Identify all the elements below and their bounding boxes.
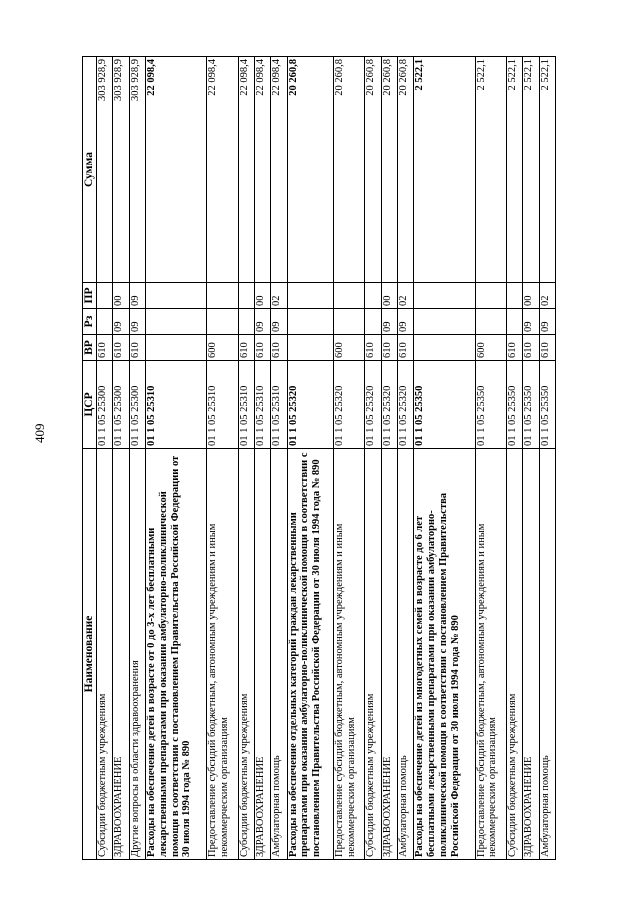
cell-name: Предоставление субсидий бюджетным, автономным учреждениям и иным некоммерческим организациям (207, 449, 238, 860)
cell-vr: 610 (397, 335, 413, 361)
cell-vr: 610 (96, 335, 112, 361)
cell-vr: 610 (523, 335, 539, 361)
cell-vr: 610 (271, 335, 287, 361)
table-row (523, 57, 539, 860)
header-rz: Рз (83, 309, 97, 335)
cell-name: ЗДРАВООХРАНЕНИЕ (113, 449, 129, 860)
table-row (271, 57, 287, 860)
cell-pr: 02 (271, 283, 287, 309)
table-row (207, 57, 238, 860)
cell-pr (333, 283, 364, 309)
cell-rz (96, 309, 112, 335)
cell-vr: 610 (365, 335, 381, 361)
cell-csr: 01 1 05 25350 (414, 361, 475, 449)
table-row (254, 57, 270, 860)
cell-name: Расходы на обеспечение детей из многодетных семей в возрасте до 6 лет бесплатными лекарственными препаратами при оказании амбулаторно-поликлинической помощи в соответствии с постановлением Правительства Российской Федерации от 30 июля 1994 года № 890 (414, 449, 475, 860)
header-vr: ВР (83, 335, 97, 361)
cell-sum: 20 260,8 (381, 57, 397, 283)
table-row (475, 57, 506, 860)
cell-name: Субсидии бюджетным учреждениям (96, 449, 112, 860)
cell-csr: 01 1 05 25350 (539, 361, 555, 449)
cell-rz (333, 309, 364, 335)
header-sum: Сумма (83, 57, 97, 283)
cell-vr (414, 335, 475, 361)
cell-rz: 09 (397, 309, 413, 335)
table-row (238, 57, 254, 860)
cell-pr: 09 (129, 283, 145, 309)
cell-sum: 20 260,8 (397, 57, 413, 283)
table-header-row (83, 57, 97, 860)
table-row (145, 57, 206, 860)
cell-rz (287, 309, 333, 335)
cell-name: ЗДРАВООХРАНЕНИЕ (254, 449, 270, 860)
cell-name: Субсидии бюджетным учреждениям (238, 449, 254, 860)
cell-sum: 2 522,1 (414, 57, 475, 283)
cell-csr: 01 1 05 25320 (397, 361, 413, 449)
table-row (539, 57, 555, 860)
cell-vr (287, 335, 333, 361)
cell-pr (506, 283, 522, 309)
header-csr: ЦСР (83, 361, 97, 449)
cell-pr: 00 (381, 283, 397, 309)
cell-vr: 600 (207, 335, 238, 361)
cell-csr: 01 1 05 25350 (523, 361, 539, 449)
cell-vr (145, 335, 206, 361)
cell-pr (365, 283, 381, 309)
cell-rz (414, 309, 475, 335)
cell-name: ЗДРАВООХРАНЕНИЕ (523, 449, 539, 860)
cell-vr: 600 (333, 335, 364, 361)
cell-pr: 00 (523, 283, 539, 309)
cell-rz (475, 309, 506, 335)
cell-name: Амбулаторная помощь (397, 449, 413, 860)
table-row (96, 57, 112, 860)
cell-vr: 610 (539, 335, 555, 361)
cell-sum: 22 098,4 (238, 57, 254, 283)
cell-csr: 01 1 05 25310 (238, 361, 254, 449)
cell-rz (506, 309, 522, 335)
cell-name: Субсидии бюджетным учреждениям (365, 449, 381, 860)
cell-vr: 610 (238, 335, 254, 361)
table-row (397, 57, 413, 860)
cell-name: Амбулаторная помощь (271, 449, 287, 860)
cell-csr: 01 1 05 25300 (96, 361, 112, 449)
cell-pr: 02 (539, 283, 555, 309)
table-row (287, 57, 333, 860)
table-row (333, 57, 364, 860)
cell-sum: 22 098,4 (207, 57, 238, 283)
cell-rz (145, 309, 206, 335)
cell-sum: 20 260,8 (333, 57, 364, 283)
cell-name: Другие вопросы в области здравоохранения (129, 449, 145, 860)
cell-csr: 01 1 05 25300 (113, 361, 129, 449)
cell-csr: 01 1 05 25350 (506, 361, 522, 449)
cell-csr: 01 1 05 25320 (333, 361, 364, 449)
cell-csr: 01 1 05 25320 (365, 361, 381, 449)
cell-pr (475, 283, 506, 309)
cell-sum: 2 522,1 (539, 57, 555, 283)
cell-sum: 303 928,9 (129, 57, 145, 283)
cell-pr (238, 283, 254, 309)
cell-pr: 00 (254, 283, 270, 309)
cell-pr: 02 (397, 283, 413, 309)
cell-csr: 01 1 05 25310 (254, 361, 270, 449)
cell-pr (96, 283, 112, 309)
cell-vr: 610 (506, 335, 522, 361)
cell-name: Расходы на обеспечение отдельных категорий граждан лекарственными препаратами при оказании амбулаторно-поликлинической помощи в соответствии с постановлением Правительства Российской Федерации от 30 июля 1994 года № 890 (287, 449, 333, 860)
table-row (414, 57, 475, 860)
cell-pr: 00 (113, 283, 129, 309)
cell-sum: 22 098,4 (271, 57, 287, 283)
cell-pr (145, 283, 206, 309)
cell-sum: 2 522,1 (475, 57, 506, 283)
cell-name: Предоставление субсидий бюджетным, автономным учреждениям и иным некоммерческим организациям (475, 449, 506, 860)
cell-sum: 2 522,1 (523, 57, 539, 283)
cell-vr: 610 (129, 335, 145, 361)
cell-sum: 22 098,4 (254, 57, 270, 283)
page-number: 409 (32, 423, 47, 443)
budget-table (82, 56, 556, 860)
cell-pr (414, 283, 475, 309)
cell-csr: 01 1 05 25300 (129, 361, 145, 449)
cell-csr: 01 1 05 25320 (381, 361, 397, 449)
cell-sum: 20 260,8 (365, 57, 381, 283)
header-name: Наименование (83, 449, 97, 860)
cell-rz (207, 309, 238, 335)
cell-csr: 01 1 05 25310 (271, 361, 287, 449)
cell-csr: 01 1 05 25320 (287, 361, 333, 449)
cell-name: ЗДРАВООХРАНЕНИЕ (381, 449, 397, 860)
cell-sum: 2 522,1 (506, 57, 522, 283)
cell-sum: 22 098,4 (145, 57, 206, 283)
table-row (365, 57, 381, 860)
cell-rz (365, 309, 381, 335)
cell-rz: 09 (271, 309, 287, 335)
cell-sum: 303 928,9 (113, 57, 129, 283)
cell-rz: 09 (381, 309, 397, 335)
cell-pr (207, 283, 238, 309)
cell-vr: 610 (113, 335, 129, 361)
cell-rz: 09 (113, 309, 129, 335)
header-pr: ПР (83, 283, 97, 309)
table-row (381, 57, 397, 860)
cell-pr (287, 283, 333, 309)
cell-csr: 01 1 05 25310 (145, 361, 206, 449)
cell-name: Расходы на обеспечение детей в возрасте от 0 до 3-х лет бесплатными лекарственными препаратами при оказании амбулаторно-поликлинической помощи в соответствии с постановлением Правительства Российской Федерации от 30 июля 1994 года № 890 (145, 449, 206, 860)
cell-name: Субсидии бюджетным учреждениям (506, 449, 522, 860)
cell-vr: 610 (254, 335, 270, 361)
table-row (113, 57, 129, 860)
cell-name: Предоставление субсидий бюджетным, автономным учреждениям и иным некоммерческим организациям (333, 449, 364, 860)
cell-sum: 20 260,8 (287, 57, 333, 283)
cell-vr: 600 (475, 335, 506, 361)
cell-sum: 303 928,9 (96, 57, 112, 283)
cell-rz: 09 (523, 309, 539, 335)
cell-rz: 09 (539, 309, 555, 335)
cell-vr: 610 (381, 335, 397, 361)
cell-rz: 09 (254, 309, 270, 335)
cell-csr: 01 1 05 25350 (475, 361, 506, 449)
cell-rz (238, 309, 254, 335)
cell-name: Амбулаторная помощь (539, 449, 555, 860)
cell-rz: 09 (129, 309, 145, 335)
rotated-table-wrapper (82, 57, 556, 860)
table-row (506, 57, 522, 860)
table-row (129, 57, 145, 860)
cell-csr: 01 1 05 25310 (207, 361, 238, 449)
